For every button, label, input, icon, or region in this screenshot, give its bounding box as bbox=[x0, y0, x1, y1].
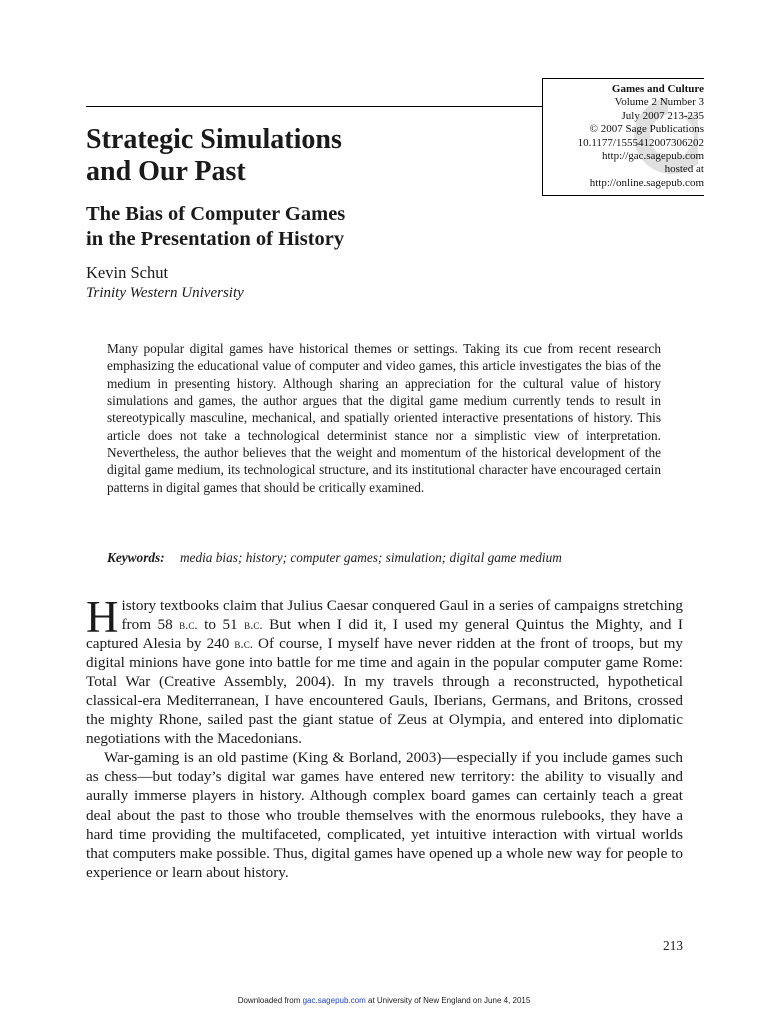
era-abbreviation: b.c. bbox=[179, 617, 198, 633]
article-title-line-2: and Our Past bbox=[86, 156, 246, 187]
body-paragraph-1-part-2: to 51 bbox=[197, 616, 245, 634]
journal-info-box bbox=[542, 78, 704, 196]
journal-hosted-label: hosted at bbox=[664, 163, 704, 176]
journal-copyright: © 2007 Sage Publications bbox=[589, 123, 704, 136]
body-paragraph-1-part-4: Of course, I myself have never ridden at the front of troops, but my digital minions have gone into battle for me time and again in the popular computer game Rome: Total War (Creative Assembly, 2004). In my travels through a reconstructed, hypothetical classical-era Mediterranean, I have encountered Gauls, Iberians, Germans, and Britons, crossed the mighty Rhone, sailed past the giant statue of Zeus at Olympia, and entered into diplomatic negotiations with the Macedonians. bbox=[86, 635, 683, 748]
download-footer bbox=[0, 996, 768, 1005]
article-subtitle-line-2: in the Presentation of History bbox=[86, 228, 345, 250]
footer-link[interactable]: gac.sagepub.com bbox=[302, 996, 366, 1005]
body-paragraph-2: War-gaming is an old pastime (King & Borland, 2003)—especially if you include games such as chess—but today’s digital war games have entered new territory: the ability to visually and aurally immerse players in history. Although complex board games can certainly teach a great deal about the past to those who trouble themselves with the enormous rulebooks, they have a hard time providing the multifaceted, complicated, yet intuitive interaction with virtual worlds that computers make possible. Thus, digital games have opened up a whole new way for people to experience or learn about history. bbox=[86, 749, 683, 881]
keywords-text: media bias; history; computer games; simulation; digital game medium bbox=[179, 550, 562, 565]
body-paragraph-1-part-3: But when I did it, I used my general Quintus the Mighty, and I captured Alesia by 240 bbox=[86, 616, 683, 653]
article-subtitle bbox=[86, 202, 526, 252]
article-title bbox=[86, 124, 526, 188]
keywords-label: Keywords: bbox=[107, 550, 165, 565]
drop-cap: H bbox=[86, 592, 119, 642]
article-subtitle-line-1: The Bias of Computer Games bbox=[86, 203, 346, 225]
body-paragraph-1 bbox=[86, 592, 683, 748]
body-paragraph-1-part-1: istory textbooks claim that Julius Caesar conquered Gaul in a series of campaigns stretching from 58 bbox=[121, 597, 683, 634]
abstract: Many popular digital games have historical themes or settings. Taking its cue from recent research emphasizing the educational value of computer and video games, this article investigates the bias of the medium in presenting history. Although sharing an appreciation for the cultural value of history simulations and games, the author argues that the digital game medium currently tends to result in stereotypically masculine, mechanical, and spatially oriented interactive presentations of history. This article does not take a technological determinist stance nor a simplistic view of interpretation. Nevertheless, the author believes that the weight and momentum of the historical development of the digital game medium, its technological structure, and its institutional character have encouraged certain patterns in digital games that should be critically examined. bbox=[107, 341, 661, 495]
journal-name: Games and Culture bbox=[611, 83, 704, 95]
author-affiliation: Trinity Western University bbox=[86, 285, 244, 301]
journal-doi: 10.1177/1555412007306202 bbox=[577, 136, 704, 149]
keywords bbox=[107, 549, 667, 566]
journal-volume: Volume 2 Number 3 bbox=[614, 96, 704, 109]
footer-prefix: Downloaded from bbox=[237, 996, 303, 1005]
body-text bbox=[86, 592, 683, 882]
author-name: Kevin Schut bbox=[86, 263, 169, 282]
era-abbreviation: b.c. bbox=[244, 617, 263, 633]
footer-suffix: at University of New England on June 4, 2015 bbox=[365, 996, 531, 1005]
journal-date-pages: July 2007 213-235 bbox=[621, 109, 704, 122]
era-abbreviation: b.c. bbox=[234, 636, 253, 652]
journal-hosted-url: http://online.sagepub.com bbox=[589, 176, 704, 189]
article-title-line-1: Strategic Simulations bbox=[86, 124, 342, 155]
header-rule bbox=[86, 106, 542, 107]
page-number: 213 bbox=[663, 938, 683, 953]
journal-url: http://gac.sagepub.com bbox=[601, 150, 704, 163]
